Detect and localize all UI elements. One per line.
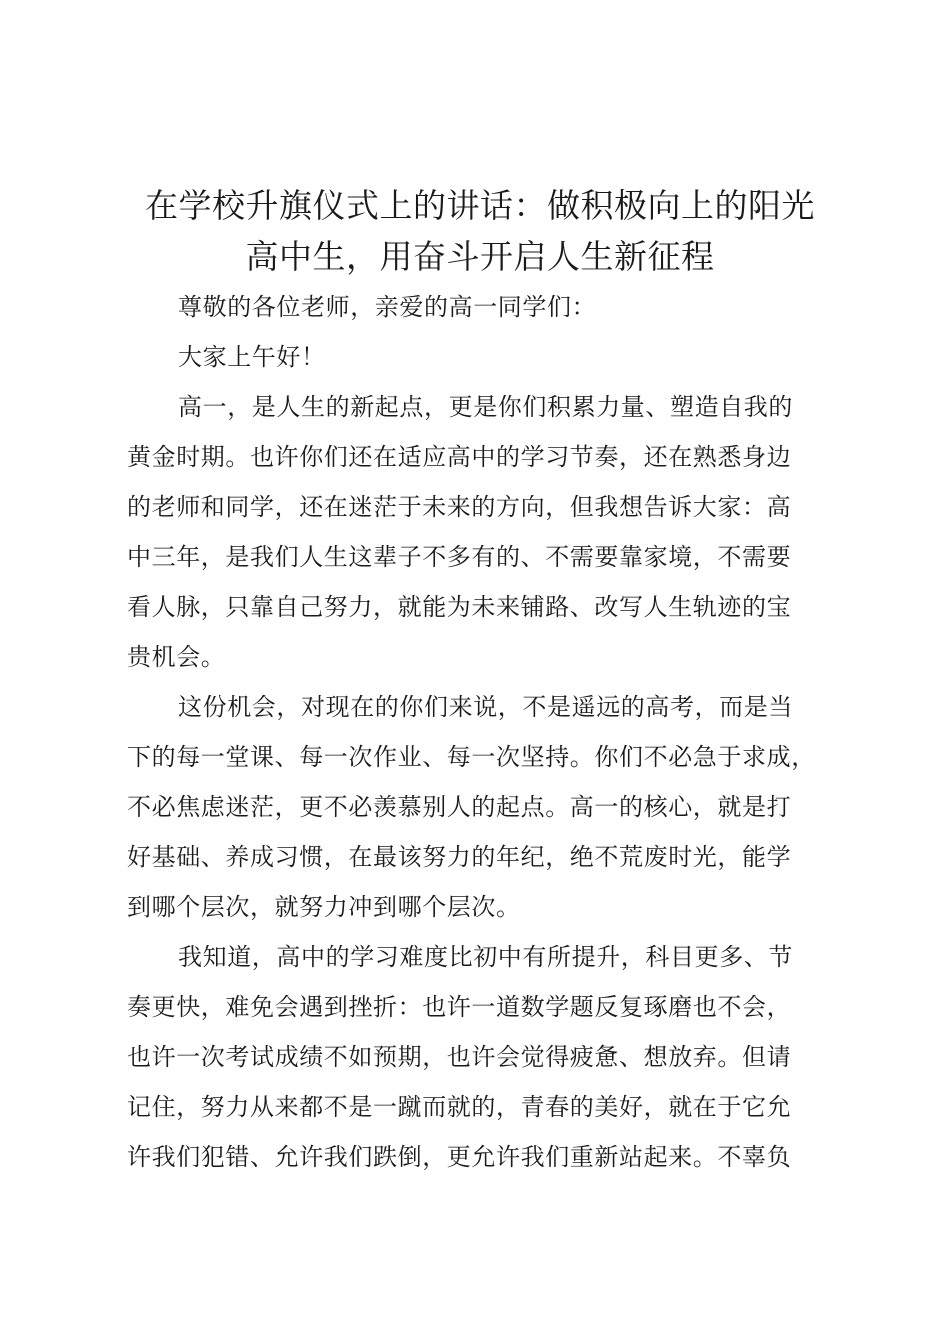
title-line: 高中生，用奋斗开启人生新征程 [245, 237, 715, 276]
text-line: 尊敬的各位老师，亲爱的高一同学们： [178, 293, 597, 321]
text-line: 贵机会。 [127, 643, 226, 671]
document-body [127, 282, 847, 1182]
text-line: 许我们犯错、允许我们跌倒，更允许我们重新站起来。不辜负 [127, 1143, 792, 1171]
text-line: 奏更快，难免会遇到挫折：也许一道数学题反复琢磨也不会， [127, 993, 792, 1021]
text-line: 大家上午好！ [178, 343, 326, 371]
salutation-paragraph [127, 282, 847, 332]
title-line: 在学校升旗仪式上的讲话：做积极向上的阳光 [145, 186, 815, 225]
text-line: 看人脉，只靠自己努力，就能为未来铺路、改写人生轨迹的宝 [127, 593, 792, 621]
body-paragraph [127, 932, 847, 1182]
text-line: 的老师和同学，还在迷茫于未来的方向，但我想告诉大家：高 [127, 493, 792, 521]
text-line: 下的每一堂课、每一次作业、每一次坚持。你们不必急于求成， [127, 743, 816, 771]
body-paragraph [127, 382, 847, 682]
text-line: 中三年，是我们人生这辈子不多有的、不需要靠家境，不需要 [127, 543, 792, 571]
text-line: 高一，是人生的新起点，更是你们积累力量、塑造自我的 [178, 393, 793, 421]
text-line: 好基础、养成习惯，在最该努力的年纪，绝不荒废时光，能学 [127, 843, 792, 871]
text-line: 黄金时期。也许你们还在适应高中的学习节奏，还在熟悉身边 [127, 443, 792, 471]
text-line: 这份机会，对现在的你们来说，不是遥远的高考，而是当 [178, 693, 793, 721]
text-line: 不必焦虑迷茫，更不必羡慕别人的起点。高一的核心，就是打 [127, 793, 792, 821]
text-line: 记住，努力从来都不是一蹴而就的，青春的美好，就在于它允 [127, 1093, 792, 1121]
greeting-paragraph [127, 332, 847, 382]
text-line: 我知道，高中的学习难度比初中有所提升，科目更多、节 [178, 943, 793, 971]
text-line: 也许一次考试成绩不如预期，也许会觉得疲惫、想放弃。但请 [127, 1043, 792, 1071]
body-paragraph [127, 682, 847, 932]
document-title [120, 180, 840, 282]
text-line: 到哪个层次，就努力冲到哪个层次。 [127, 893, 521, 921]
